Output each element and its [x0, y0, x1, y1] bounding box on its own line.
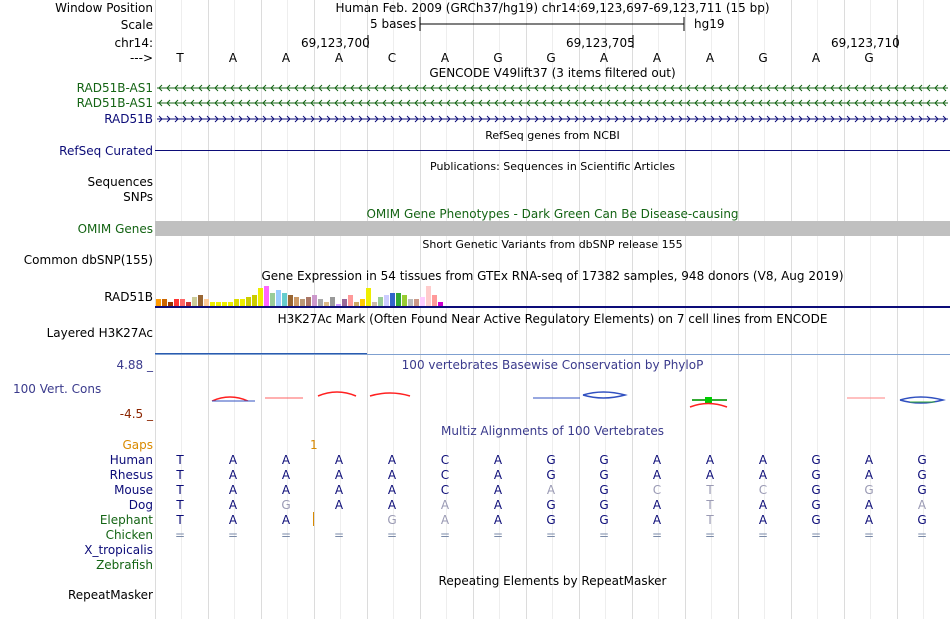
aligned-base: A [652, 498, 662, 512]
aligned-base: = [651, 528, 663, 542]
aligned-base: A [705, 453, 715, 467]
base-letter: G [864, 51, 874, 65]
cons-max-label: 4.88 _ [116, 358, 153, 372]
scale-assembly: hg19 [694, 17, 725, 31]
aligned-base: G [599, 498, 609, 512]
species-label[interactable]: Elephant [99, 513, 153, 527]
gtex-tissue-bar [426, 286, 431, 306]
sequences-track-label[interactable]: Sequences [87, 175, 153, 189]
aligned-base: A [493, 468, 503, 482]
gtex-tissue-bar [360, 299, 365, 306]
scale-text: 5 bases [370, 17, 417, 31]
aligned-base: = [916, 528, 928, 542]
gtex-tissue-bar [306, 297, 311, 306]
base-letter: G [758, 51, 768, 65]
coord-label-1: 69,123,700 [301, 36, 370, 50]
base-letter: A [440, 51, 450, 65]
gencode-item-label-1[interactable]: RAD51B-AS1 [76, 81, 153, 95]
species-label[interactable]: Rhesus [109, 468, 153, 482]
aligned-base: A [758, 453, 768, 467]
aligned-base: = [810, 528, 822, 542]
chrom-label: chr14: [114, 36, 153, 50]
cons-min-label: -4.5 _ [119, 407, 153, 421]
aligned-base: G [917, 513, 927, 527]
aligned-base: A [228, 498, 238, 512]
aligned-base: A [758, 498, 768, 512]
aligned-base: A [387, 453, 397, 467]
gtex-tissue-bar [384, 295, 389, 306]
aligned-base: A [652, 513, 662, 527]
rmsk-track-label[interactable]: RepeatMasker [67, 588, 153, 602]
gtex-tissue-bar [378, 297, 383, 306]
gap-count-mark: 1 [310, 438, 318, 452]
aligned-base: G [917, 483, 927, 497]
aligned-base: T [176, 468, 184, 482]
aligned-base: T [706, 498, 714, 512]
aligned-base: G [917, 468, 927, 482]
refseq-track-title: RefSeq genes from NCBI [485, 129, 620, 142]
gtex-bar-chart[interactable] [155, 284, 555, 306]
aligned-base: A [387, 483, 397, 497]
base-letter: C [387, 51, 397, 65]
species-label[interactable]: X_tropicalis [84, 543, 153, 557]
gtex-tissue-bar [402, 295, 407, 306]
h3k27-signal [155, 354, 950, 355]
species-label[interactable]: Zebrafish [96, 558, 153, 572]
gtex-tissue-bar [264, 286, 269, 306]
coord-label-3: 69,123,710 [831, 36, 900, 50]
gencode-item-label-2[interactable]: RAD51B-AS1 [76, 96, 153, 110]
coord-label-2: 69,123,705 [566, 36, 635, 50]
aligned-base: = [757, 528, 769, 542]
gtex-track-title: Gene Expression in 54 tissues from GTEx RNA-seq of 17382 samples, 948 donors (V8, Aug 2019) [261, 269, 844, 283]
gtex-tissue-bar [174, 299, 179, 306]
aligned-base: A [864, 468, 874, 482]
gtex-tissue-bar [234, 299, 239, 306]
aligned-base: A [493, 498, 503, 512]
gtex-tissue-bar [408, 299, 413, 306]
aligned-base: = [227, 528, 239, 542]
aligned-base: G [387, 513, 397, 527]
aligned-base: G [917, 453, 927, 467]
aligned-base: G [546, 468, 556, 482]
gtex-tissue-bar [414, 299, 419, 306]
aligned-base: = [439, 528, 451, 542]
base-letter: A [334, 51, 344, 65]
aligned-base: A [652, 468, 662, 482]
aligned-base: G [546, 453, 556, 467]
aligned-base: G [811, 468, 821, 482]
cons-track-label[interactable]: 100 Vert. Cons [13, 382, 102, 396]
species-label[interactable]: Dog [128, 498, 153, 512]
aligned-base: = [704, 528, 716, 542]
aligned-base: A [334, 498, 344, 512]
window-position-label: Window Position [55, 1, 153, 15]
aligned-base: = [333, 528, 345, 542]
aligned-base: A [228, 468, 238, 482]
refseq-feature[interactable] [155, 150, 950, 151]
omim-track-title: OMIM Gene Phenotypes - Dark Green Can Be Disease-causing [366, 207, 739, 221]
species-label[interactable]: Human [109, 453, 153, 467]
window-position-value: Human Feb. 2009 (GRCh37/hg19) chr14:69,123,697-69,123,711 (15 bp) [335, 1, 770, 15]
aligned-base: G [811, 483, 821, 497]
aligned-base: A [440, 513, 450, 527]
aligned-base: A [652, 453, 662, 467]
gtex-tissue-bar [300, 299, 305, 306]
aligned-base: A [281, 483, 291, 497]
aligned-base: A [758, 468, 768, 482]
gtex-tissue-bar [270, 293, 275, 306]
aligned-base: T [706, 513, 714, 527]
aligned-base: G [599, 453, 609, 467]
gtex-tissue-bar [288, 295, 293, 306]
gtex-tissue-bar [366, 288, 371, 306]
aligned-base: A [493, 453, 503, 467]
multiz-track-title: Multiz Alignments of 100 Vertebrates [440, 424, 665, 438]
aligned-base: G [811, 498, 821, 512]
gencode-item-label-3[interactable]: RAD51B [104, 112, 153, 126]
gtex-tissue-bar [246, 297, 251, 306]
aligned-base: G [599, 513, 609, 527]
gtex-tissue-bar [180, 299, 185, 306]
scale-label: Scale [120, 18, 153, 32]
aligned-base: T [176, 498, 184, 512]
dbsnp-track-title: Short Genetic Variants from dbSNP release 155 [422, 238, 683, 251]
aligned-base: A [758, 513, 768, 527]
cons-wiggle[interactable] [155, 385, 950, 415]
aligned-base: G [281, 498, 291, 512]
aligned-base: G [599, 483, 609, 497]
aligned-base: A [228, 513, 238, 527]
aligned-base: A [281, 468, 291, 482]
aligned-base: = [492, 528, 504, 542]
aligned-base: C [652, 483, 662, 497]
gtex-tissue-bar [312, 295, 317, 306]
aligned-base: A [228, 453, 238, 467]
species-label[interactable]: Mouse [114, 483, 153, 497]
scale-bar [419, 16, 687, 32]
aligned-base: G [546, 498, 556, 512]
aligned-base: A [228, 483, 238, 497]
base-letter: A [228, 51, 238, 65]
gaps-label[interactable]: Gaps [122, 438, 153, 452]
aligned-base: A [546, 483, 556, 497]
aligned-base: T [176, 513, 184, 527]
aligned-base: A [705, 468, 715, 482]
aligned-base: G [864, 483, 874, 497]
aligned-base: = [863, 528, 875, 542]
gtex-tissue-bar [240, 299, 245, 306]
h3k27-signal-peak [155, 353, 367, 354]
aligned-base: A [864, 498, 874, 512]
gtex-tissue-bar [192, 297, 197, 306]
pubs-track-title: Publications: Sequences in Scientific Articles [430, 160, 675, 173]
rmsk-track-title: Repeating Elements by RepeatMasker [438, 574, 667, 588]
aligned-base: A [387, 468, 397, 482]
dbsnp-track-label[interactable]: Common dbSNP(155) [23, 253, 153, 267]
h3k27-track-label[interactable]: Layered H3K27Ac [46, 326, 153, 340]
omim-feature-bar[interactable] [155, 221, 950, 236]
aligned-base: = [545, 528, 557, 542]
aligned-base: = [174, 528, 186, 542]
aligned-base: A [281, 513, 291, 527]
aligned-base: T [706, 483, 714, 497]
species-label[interactable]: Chicken [105, 528, 153, 542]
aligned-base: A [864, 513, 874, 527]
aligned-base: A [334, 468, 344, 482]
omim-track-label[interactable]: OMIM Genes [77, 222, 153, 236]
aligned-base: = [386, 528, 398, 542]
aligned-base: = [598, 528, 610, 542]
gtex-track-label[interactable]: RAD51B [104, 290, 153, 304]
gtex-tissue-bar [420, 297, 425, 306]
gtex-tissue-bar [330, 297, 335, 306]
coord-ticks [0, 34, 950, 50]
aligned-base: A [281, 453, 291, 467]
base-letter: T [176, 51, 184, 65]
gtex-tissue-bar [258, 288, 263, 306]
aligned-base: C [440, 483, 450, 497]
gtex-tissue-bar [318, 299, 323, 306]
gtex-tissue-bar [294, 297, 299, 306]
gtex-tissue-bar [276, 290, 281, 306]
gtex-gene-line [155, 306, 950, 308]
cons-track-title: 100 vertebrates Basewise Conservation by PhyloP [401, 358, 704, 372]
gtex-tissue-bar [156, 299, 161, 306]
base-letter: G [546, 51, 556, 65]
aligned-base: G [546, 513, 556, 527]
gtex-tissue-bar [204, 299, 209, 306]
snps-track-label[interactable]: SNPs [123, 190, 153, 204]
aligned-base: G [599, 468, 609, 482]
gtex-tissue-bar [252, 295, 257, 306]
gtex-tissue-bar [348, 295, 353, 306]
gtex-tissue-bar [342, 299, 347, 306]
base-letter: A [705, 51, 715, 65]
base-letter: G [493, 51, 503, 65]
aligned-base: A [334, 453, 344, 467]
base-letter: A [281, 51, 291, 65]
aligned-base: G [811, 513, 821, 527]
aligned-base: G [811, 453, 821, 467]
aligned-base: T [176, 483, 184, 497]
aligned-base: C [440, 468, 450, 482]
gencode-features[interactable] [155, 80, 950, 126]
elephant-gap-mark [313, 512, 314, 526]
gtex-tissue-bar [282, 293, 287, 306]
aligned-base: T [176, 453, 184, 467]
base-letter: A [652, 51, 662, 65]
aligned-base: A [917, 498, 927, 512]
aligned-base: = [280, 528, 292, 542]
aligned-base: C [440, 453, 450, 467]
aligned-base: A [334, 483, 344, 497]
gencode-track-title: GENCODE V49lift37 (3 items filtered out) [429, 66, 676, 80]
strand-label: ---> [129, 51, 153, 65]
aligned-base: A [493, 513, 503, 527]
gtex-tissue-bar [396, 293, 401, 306]
gtex-tissue-bar [162, 299, 167, 306]
aligned-base: A [864, 453, 874, 467]
aligned-base: A [387, 498, 397, 512]
refseq-track-label[interactable]: RefSeq Curated [59, 144, 153, 158]
aligned-base: C [758, 483, 768, 497]
gtex-tissue-bar [198, 295, 203, 306]
aligned-base: A [493, 483, 503, 497]
aligned-base: A [440, 498, 450, 512]
base-letter: A [599, 51, 609, 65]
gtex-tissue-bar [432, 295, 437, 306]
base-letter: A [811, 51, 821, 65]
gtex-tissue-bar [390, 293, 395, 306]
h3k27-track-title: H3K27Ac Mark (Often Found Near Active Regulatory Elements) on 7 cell lines from ENCODE [277, 312, 828, 326]
